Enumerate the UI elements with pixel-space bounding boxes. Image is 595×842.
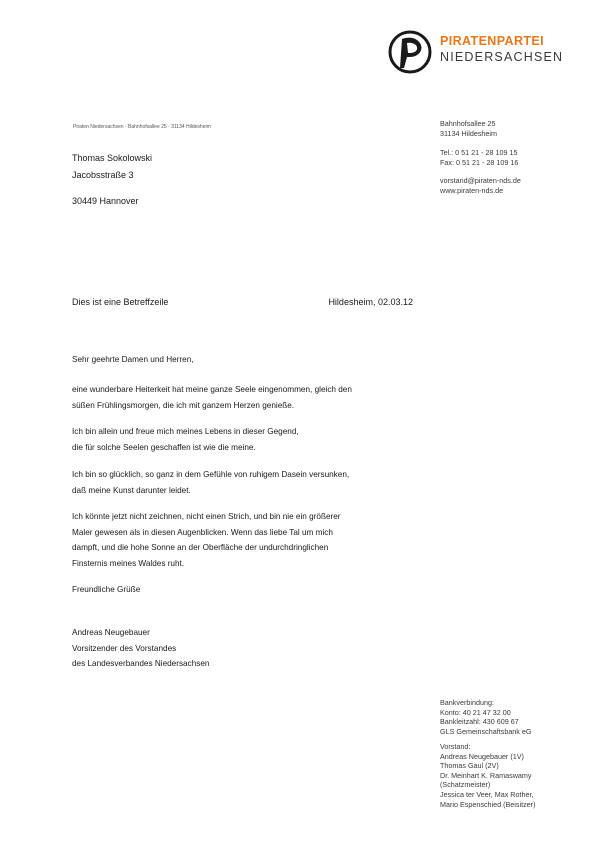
paragraph-line: die für solche Seelen geschaffen ist wie die meine. xyxy=(72,442,256,452)
sidebar-online xyxy=(440,176,521,195)
sidebar-phone: Tel.: 0 51 21 - 28 109 15 xyxy=(440,148,518,157)
recipient-city: 30449 Hannover xyxy=(72,196,139,206)
logo-name-line1: PIRATENPARTEI xyxy=(440,34,545,48)
paragraph-line: Ich könnte jetzt nicht zeichnen, nicht einen Strich, und bin nie ein größerer xyxy=(72,512,341,521)
bank-line: Konto: 40 21 47 32 00 xyxy=(440,707,511,717)
sender-return-line: Piraten Niedersachsen · Bahnhofsallee 25 · 31134 Hildesheim xyxy=(73,124,211,130)
sidebar-board xyxy=(440,742,535,809)
sidebar-contact xyxy=(440,148,518,167)
paragraph-2 xyxy=(72,424,432,455)
paragraph-line: Maler gewesen als in diesen Augenblicken. Wenn das liebe Tal um mich xyxy=(72,527,333,537)
sidebar-address-line: Bahnhofsallee 25 xyxy=(440,119,496,128)
paragraph-line: daß meine Kunst darunter leidet. xyxy=(72,485,191,495)
bank-line: GLS Gemeinschaftsbank eG xyxy=(440,726,532,736)
signature-line: des Landesverbandes Niedersachsen xyxy=(72,659,210,669)
board-line: Thomas Gaul (2V) xyxy=(440,761,499,771)
salutation xyxy=(72,352,432,368)
party-logo xyxy=(388,30,588,80)
paragraph-line: Finsternis meines Waldes ruht. xyxy=(72,558,185,568)
sidebar-email[interactable]: vorstand@piraten-nds.de xyxy=(440,176,521,185)
sidebar-bank xyxy=(440,698,532,736)
recipient-name: Thomas Sokolowski xyxy=(72,153,153,163)
sidebar-address xyxy=(440,119,497,138)
paragraph-3 xyxy=(72,467,432,498)
recipient-street: Jacobsstraße 3 xyxy=(72,170,134,180)
paragraph-1 xyxy=(72,382,432,413)
pirate-flag-icon xyxy=(388,30,434,76)
board-line: Andreas Neugebauer (1V) xyxy=(440,751,524,761)
bank-line: Bankverbindung: xyxy=(440,698,494,707)
paragraph-line: dampft, und die hohe Sonne an der Oberfläche der undurchdringlichen xyxy=(72,543,329,553)
paragraph-line: Ich bin allein und freue mich meines Lebens in dieser Gegend, xyxy=(72,427,299,436)
subject-line: Dies ist eine Betreffzeile xyxy=(72,297,169,307)
paragraph-4 xyxy=(72,509,432,571)
signature-line: Andreas Neugebauer xyxy=(72,628,150,637)
logo-name-line2: NIEDERSACHSEN xyxy=(440,50,564,64)
board-line: Dr. Meinhart K. Ramaswamy xyxy=(440,770,532,780)
board-line: Mario Espenschied (Beisitzer) xyxy=(440,799,536,809)
place-date: Hildesheim, 02.03.12 xyxy=(328,297,413,307)
closing-text: Freundliche Grüße xyxy=(72,585,141,594)
closing xyxy=(72,582,432,598)
signature-block xyxy=(72,625,432,672)
sidebar-fax: Fax: 0 51 21 - 28 109 16 xyxy=(440,157,519,167)
paragraph-line: Ich bin so glücklich, so ganz in dem Gefühle von ruhigem Dasein versunken, xyxy=(72,470,350,479)
board-line: Vorstand: xyxy=(440,742,471,751)
sidebar-web[interactable]: www.piraten-nds.de xyxy=(440,185,504,195)
board-line: (Schatzmeister) xyxy=(440,780,491,790)
salutation-text: Sehr geehrte Damen und Herren, xyxy=(72,355,194,364)
paragraph-line: süßen Frühlingsmorgen, die ich mit ganzem Herzen genieße. xyxy=(72,400,295,410)
signature-line: Vorsitzender des Vorstandes xyxy=(72,643,177,653)
board-line: Jessica ter Veer, Max Rother, xyxy=(440,789,534,799)
bank-line: Bankleitzahl: 430 609 67 xyxy=(440,717,519,727)
sidebar-address-line: 31134 Hildesheim xyxy=(440,128,498,138)
paragraph-line: eine wunderbare Heiterkeit hat meine ganze Seele eingenommen, gleich den xyxy=(72,385,352,394)
